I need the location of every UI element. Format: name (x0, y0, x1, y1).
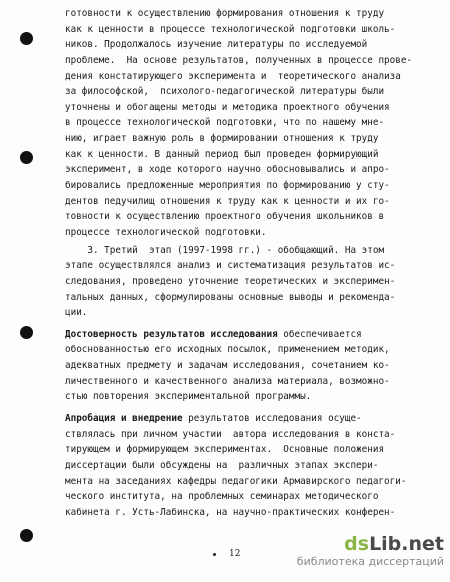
paragraph-4 (65, 411, 410, 520)
text-line: мента на заседаниях кафедры педагогики Армавирского педагоги- (65, 475, 407, 487)
text-line: процессе технологической подготовки. (65, 226, 267, 238)
text-run: обеспечивается (277, 328, 362, 340)
text-line: уточнены и обогащены методы и методика проектного обучения (65, 101, 390, 113)
page-number: 12 (229, 549, 241, 559)
section-heading: Достоверность результатов исследования (65, 328, 278, 340)
text-line: ческого института, на проблемных семинарах методического (65, 491, 379, 503)
text-line: нию, играет важную роль в формировании отношения к труду (65, 133, 379, 145)
text-line: стью повторения экспериментальной программы. (65, 391, 312, 403)
text-line: ции. (65, 307, 88, 319)
text-line: в процессе технологической подготовки, что по нашему мне- (65, 117, 385, 129)
text-line: диссертации были обсуждены на различных этапах экспери- (65, 459, 379, 471)
text-line: дения констатирующего эксперимента и теоретического анализа (65, 70, 401, 82)
text-line: личественного и качественного анализа материала, возможно- (65, 375, 390, 387)
text-line: 3. Третий этап (1997-1998 гг.) - обобщающий. На этом (65, 244, 385, 256)
text-line: тальных данных, сформулированы основные выводы и рекоменда- (65, 291, 396, 303)
binding-hole (20, 32, 33, 45)
text-run: результатов исследования осуще- (182, 413, 362, 425)
text-line: кабинета г. Усть-Лабинска, на научно-практических конферен- (65, 506, 396, 518)
text-line: как к ценности. В данный период был проведен формирующий (65, 148, 379, 160)
watermark (297, 533, 444, 568)
text-line: готовности к осуществлению формирования отношения к труду (65, 8, 385, 19)
binding-hole (20, 151, 33, 164)
text-line: обоснованностью его исходных посылок, применением методик, (65, 344, 390, 356)
text-line: эксперимент, в ходе которого научно обосновывались и апро- (65, 164, 390, 176)
binding-hole (20, 529, 33, 542)
text-line: ников. Продолжалось изучение литературы по исследуемой (65, 39, 368, 51)
paragraph-1 (65, 6, 413, 241)
binding-hole (20, 326, 33, 339)
text-line: адекватных предмету и задачам исследования, сочетанием ко- (65, 360, 390, 372)
text-line: проблеме. На основе результатов, полученных в процессе прове- (65, 54, 413, 66)
text-line: дентов педучилищ отношения к труду как к ценности и их го- (65, 195, 390, 207)
watermark-subtitle: библиотека диссертаций (296, 555, 444, 568)
section-heading: Апробация и внедрение (65, 413, 183, 425)
text-line: этапе осуществлялся анализ и систематизация результатов ис- (65, 260, 396, 272)
paragraph-3 (65, 327, 410, 405)
text-line (65, 327, 410, 343)
text-line: товности к осуществлению проектного обучения школьников в (65, 211, 385, 223)
paragraph-2 (65, 243, 410, 321)
text-line: следования, проведено уточнение теоретических и эксперимен- (65, 275, 396, 287)
text-line: бировались предложенные мероприятия по формированию у сту- (65, 180, 390, 192)
watermark-logo: dsLib.net (344, 533, 444, 555)
scan-speck (213, 553, 216, 556)
text-line: ствлялась при личном участии автора исследования в конста- (65, 428, 396, 440)
body-text (65, 6, 413, 521)
text-line (65, 411, 410, 427)
text-line: за философской, психолого-педагогической литературы были (65, 86, 385, 98)
text-line: как к ценности в процессе технологической подготовки школь- (65, 23, 396, 35)
text-line: тирующем и формирующем экспериментах. Основные положения (65, 444, 385, 456)
